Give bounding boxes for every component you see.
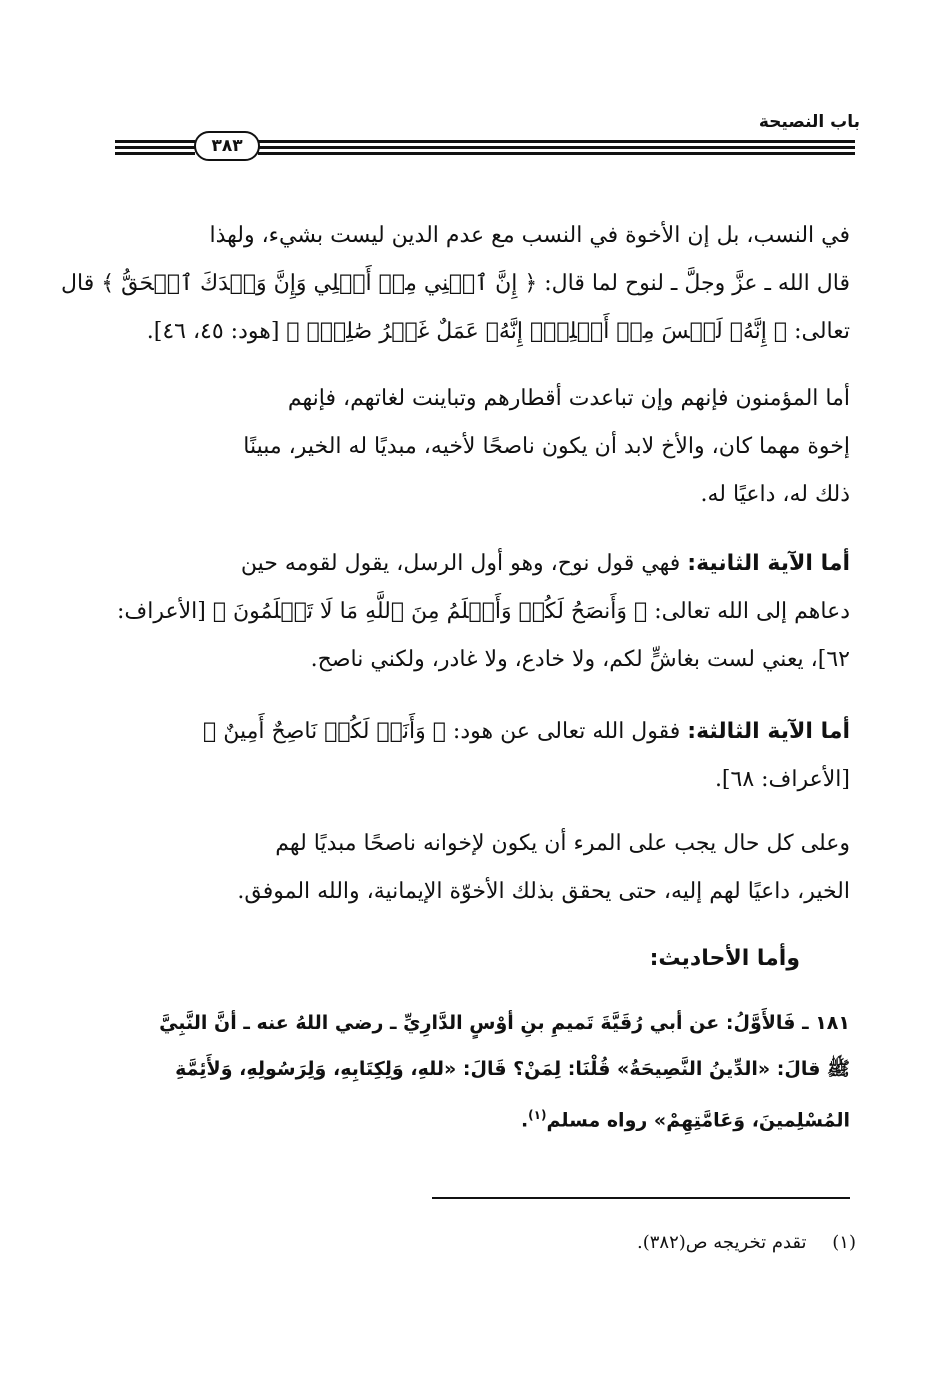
text-line: ذلك له، داعيًا له. (700, 482, 850, 507)
text-line: دعاهم إلى الله تعالى: ﴿ وَأَنصَحُ لَكُمۡ وَأَعۡلَمُ مِنَ ٱللَّهِ مَا لَا تَعۡلَمُونَ ﴾ [الأعراف: (116, 599, 850, 624)
footnote-text: تقدم تخريجه ص(٣٨٢). (636, 1232, 807, 1253)
chapter-title: باب النصيحة (758, 112, 860, 132)
header-rule (115, 152, 195, 155)
text-span: المُسْلِمينَ، وَعَامَّتِهِمْ» رواه مسلم (546, 1109, 850, 1132)
header-rule (258, 146, 855, 149)
paragraph-4 (110, 708, 850, 804)
paragraph-3 (110, 540, 850, 684)
text-line: الخير، داعيًا لهم إليه، حتى يحقق بذلك الأخوّة الإيمانية، والله الموفق. (237, 879, 850, 904)
text-line: [الأعراف: ٦٨]. (714, 767, 850, 792)
text-line (110, 708, 850, 756)
section-lead: أما الآية الثانية: (687, 551, 850, 576)
paragraph-2 (110, 375, 850, 519)
text-line: إخوة مهما كان، والأخ لابد أن يكون ناصحًا لأخيه، مبديًا له الخير، مبينًا (243, 434, 850, 459)
text-line: وعلى كل حال يجب على المرء أن يكون لإخوانه ناصحًا مبديًا لهم (275, 831, 850, 856)
text-line: أما المؤمنون فإنهم وإن تباعدت أقطارهم وتباينت لغاتهم، فإنهم (287, 386, 850, 411)
text-line: ٦٢]، يعني لست بغاشٍّ لكم، ولا خادع، ولا غادر، ولكني ناصح. (310, 647, 850, 672)
section-lead: أما الآية الثالثة: (687, 719, 850, 744)
text-line: ١٨١ ـ فَالأَوَّلُ: عن أبي رُقَيَّةَ تَميمِ بنِ أوْسٍ الدَّارِيِّ ـ رضي اللهُ عنه ـ أنَّ النَّبِيَّ (159, 1012, 850, 1034)
text-line: المُسْلِمينَ، وَعَامَّتِهِمْ» رواه مسلم$^{(١)}$. (520, 1108, 850, 1132)
footnote-ref: (١) (528, 1108, 547, 1122)
paragraph-1 (61, 212, 850, 356)
footnote-separator (432, 1197, 850, 1199)
header-rule (258, 152, 855, 155)
text-line: ﷺ قالَ: «الدِّينُ النَّصِيحَةُ» قُلْنَا: لِمَنْ؟ قَالَ: «للهِ، وَلِكِتَابِهِ، وَلِرَسُولِهِ، وَلأَئِمَّةِ (175, 1058, 850, 1080)
footnote-number: (١) (832, 1232, 856, 1253)
text-line: في النسب، بل إن الأخوة في النسب مع عدم الدين ليست بشيء، ولهذا (209, 223, 850, 248)
text-span: فقول الله تعالى عن هود: ﴿ وَأَنَا۠ لَكُمۡ نَاصِحٌ أَمِينٌ ﴾ (203, 719, 688, 744)
text-line (110, 540, 850, 588)
text-span: فهي قول نوح، وهو أول الرسل، يقول لقومه حين (240, 551, 688, 576)
header-rule (258, 140, 855, 143)
paragraph-5 (110, 820, 850, 916)
text-line: قال الله ـ عزَّ وجلَّ ـ لنوح لما قال: ﴿ إِنَّ ٱبۡنِي مِنۡ أَهۡلِي وَإِنَّ وَعۡدَكَ ٱلۡحَقُّ ﴾ قال (61, 271, 850, 296)
page-number: ٣٨٣ (194, 131, 260, 161)
header-rule (115, 140, 195, 143)
hadith-paragraph (110, 1000, 850, 1143)
footnote (637, 1232, 856, 1253)
header-rule (115, 146, 195, 149)
hadith-heading: وأما الأحاديث: (649, 946, 800, 971)
text-line: تعالى: ﴿ إِنَّهُۥ لَيۡسَ مِنۡ أَهۡلِكَۖ إِنَّهُۥ عَمَلٌ غَيۡرُ صَٰلِحٖۖ ﴾ [هود: ٤٥، ٤٦]. (146, 319, 850, 344)
